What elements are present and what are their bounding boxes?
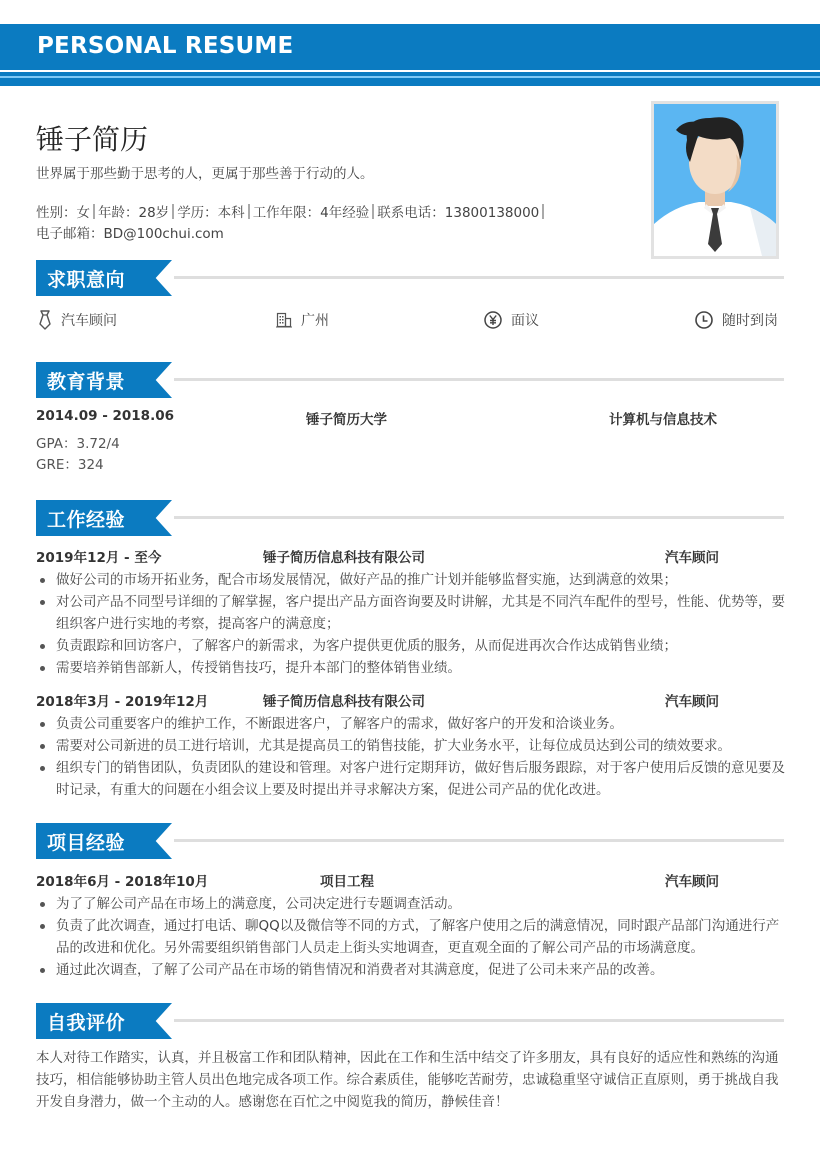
job-bullets — [36, 569, 788, 679]
intent-city — [276, 310, 329, 330]
yen-icon — [484, 311, 502, 329]
project-bullets — [36, 893, 788, 981]
section-header-project — [36, 823, 784, 859]
intent-availability-label: 随时到岗 — [722, 313, 778, 329]
project-name: 项目工程 — [320, 874, 374, 890]
section-header-self — [36, 1003, 784, 1039]
project-role: 汽车顾问 — [665, 874, 719, 890]
email: 电子邮箱：BD@100chui.com — [36, 226, 224, 242]
intent-position-label: 汽车顾问 — [61, 313, 117, 329]
separator — [248, 204, 250, 219]
bullet-item: 做好公司的市场开拓业务，配合市场发展情况，做好产品的推广计划并能够监督实施，达到满意的效果； — [36, 569, 788, 591]
separator — [542, 204, 544, 219]
project-period: 2018年6月 - 2018年10月 — [36, 874, 209, 890]
intent-availability — [695, 310, 778, 330]
self-evaluation-text: 本人对待工作踏实，认真，并且极富工作和团队精神，因此在工作和生活中结交了许多朋友，具有良好的适应性和熟练的沟通技巧，相信能够协助主管人员出色地完成各项工作。综合素质佳，能够吃苦耐劳，忠诚稳重坚守诚信正直原则，勇于挑战自我开发自身潜力，做一个主动的人。感谢您在百忙之中阅览我的简历，静候佳音！ — [36, 1050, 779, 1110]
bullet-item: 为了了解公司产品在市场上的满意度，公司决定进行专题调查活动。 — [36, 893, 788, 915]
section-title: 教育背景 — [47, 371, 126, 393]
separator — [372, 204, 374, 219]
banner-divider-accent — [0, 76, 820, 78]
avatar-photo — [651, 101, 779, 259]
bullet-item: 组织专门的销售团队，负责团队的建设和管理。对客户进行定期拜访，做好售后服务跟踪，对于客户使用后反馈的意见要及时记录，有重大的问题在小组会议上要及时提出并寻求解决方案，促进公司产品的优化改进。 — [36, 757, 788, 801]
job-bullets — [36, 713, 788, 801]
bullet-item: 负责跟踪和回访客户，了解客户的新需求，为客户提供更优质的服务，从而促进再次合作达成销售业绩； — [36, 635, 788, 657]
separator — [93, 204, 95, 219]
section-divider — [174, 378, 784, 381]
separator — [172, 204, 174, 219]
work-years: 工作年限：4年经验 — [252, 205, 370, 221]
job-period: 2019年12月 - 至今 — [36, 550, 162, 566]
job-intent-row — [36, 310, 784, 332]
tie-icon — [38, 310, 52, 330]
intent-city-label: 广州 — [301, 313, 329, 329]
bullet-item: 通过此次调查，了解了公司产品在市场的销售情况和消费者对其满意度，促进了公司未来产品的改善。 — [36, 959, 788, 981]
bullet-item: 需要对公司新进的员工进行培训，尤其是提高员工的销售技能，扩大业务水平，让每位成员达到公司的绩效要求。 — [36, 735, 788, 757]
intent-salary-label: 面议 — [511, 313, 539, 329]
education-period: 2014.09 - 2018.06 — [36, 408, 174, 424]
bullet-item: 负责了此次调查，通过打电话、聊QQ以及微信等不同的方式，了解客户使用之后的满意情况，同时跟产品部门沟通进行产品的改进和优化。另外需要组织销售部门人员走上街头实地调查，更直观全面的了解公司产品的市场满意度。 — [36, 915, 788, 959]
phone: 联系电话：13800138000 — [377, 205, 540, 221]
section-title: 自我评价 — [47, 1012, 126, 1034]
intent-position — [38, 310, 117, 330]
gender: 性别：女 — [36, 205, 90, 221]
section-header-intent — [36, 260, 784, 296]
education-level: 学历：本科 — [177, 205, 245, 221]
banner-divider — [0, 70, 820, 72]
building-icon — [276, 312, 292, 328]
job-company: 锤子简历信息科技有限公司 — [263, 694, 425, 710]
section-divider — [174, 276, 784, 279]
section-header-work — [36, 500, 784, 536]
section-divider — [174, 516, 784, 519]
section-header-education — [36, 362, 784, 398]
job-role: 汽车顾问 — [665, 694, 719, 710]
job-company: 锤子简历信息科技有限公司 — [263, 550, 425, 566]
bullet-item: 需要培养销售部新人，传授销售技巧，提升本部门的整体销售业绩。 — [36, 657, 788, 679]
job-role: 汽车顾问 — [665, 550, 719, 566]
basic-info-line — [36, 201, 547, 221]
banner-title: PERSONAL RESUME — [37, 33, 294, 59]
section-divider — [174, 839, 784, 842]
intent-salary — [484, 310, 539, 330]
section-divider — [174, 1019, 784, 1022]
major: 计算机与信息技术 — [609, 412, 717, 428]
job-period: 2018年3月 - 2019年12月 — [36, 694, 209, 710]
section-title: 工作经验 — [47, 509, 126, 531]
header-banner — [0, 24, 820, 86]
gre: GRE：324 — [36, 457, 104, 473]
school-name: 锤子简历大学 — [306, 412, 387, 428]
bullet-item: 负责公司重要客户的维护工作，不断跟进客户，了解客户的需求，做好客户的开发和洽谈业务。 — [36, 713, 788, 735]
gpa: GPA：3.72/4 — [36, 436, 120, 452]
clock-icon — [695, 311, 713, 329]
bullet-item: 对公司产品不同型号详细的了解掌握，客户提出产品方面咨询要及时讲解，尤其是不同汽车配件的型号，性能、优势等，要组织客户进行实地的考察，提高客户的满意度； — [36, 591, 788, 635]
avatar-icon — [654, 104, 776, 256]
section-title: 求职意向 — [47, 269, 126, 291]
motto: 世界属于那些勤于思考的人，更属于那些善于行动的人。 — [36, 166, 374, 182]
candidate-name: 锤子简历 — [36, 123, 149, 156]
age: 年龄：28岁 — [98, 205, 170, 221]
section-title: 项目经验 — [47, 832, 126, 854]
